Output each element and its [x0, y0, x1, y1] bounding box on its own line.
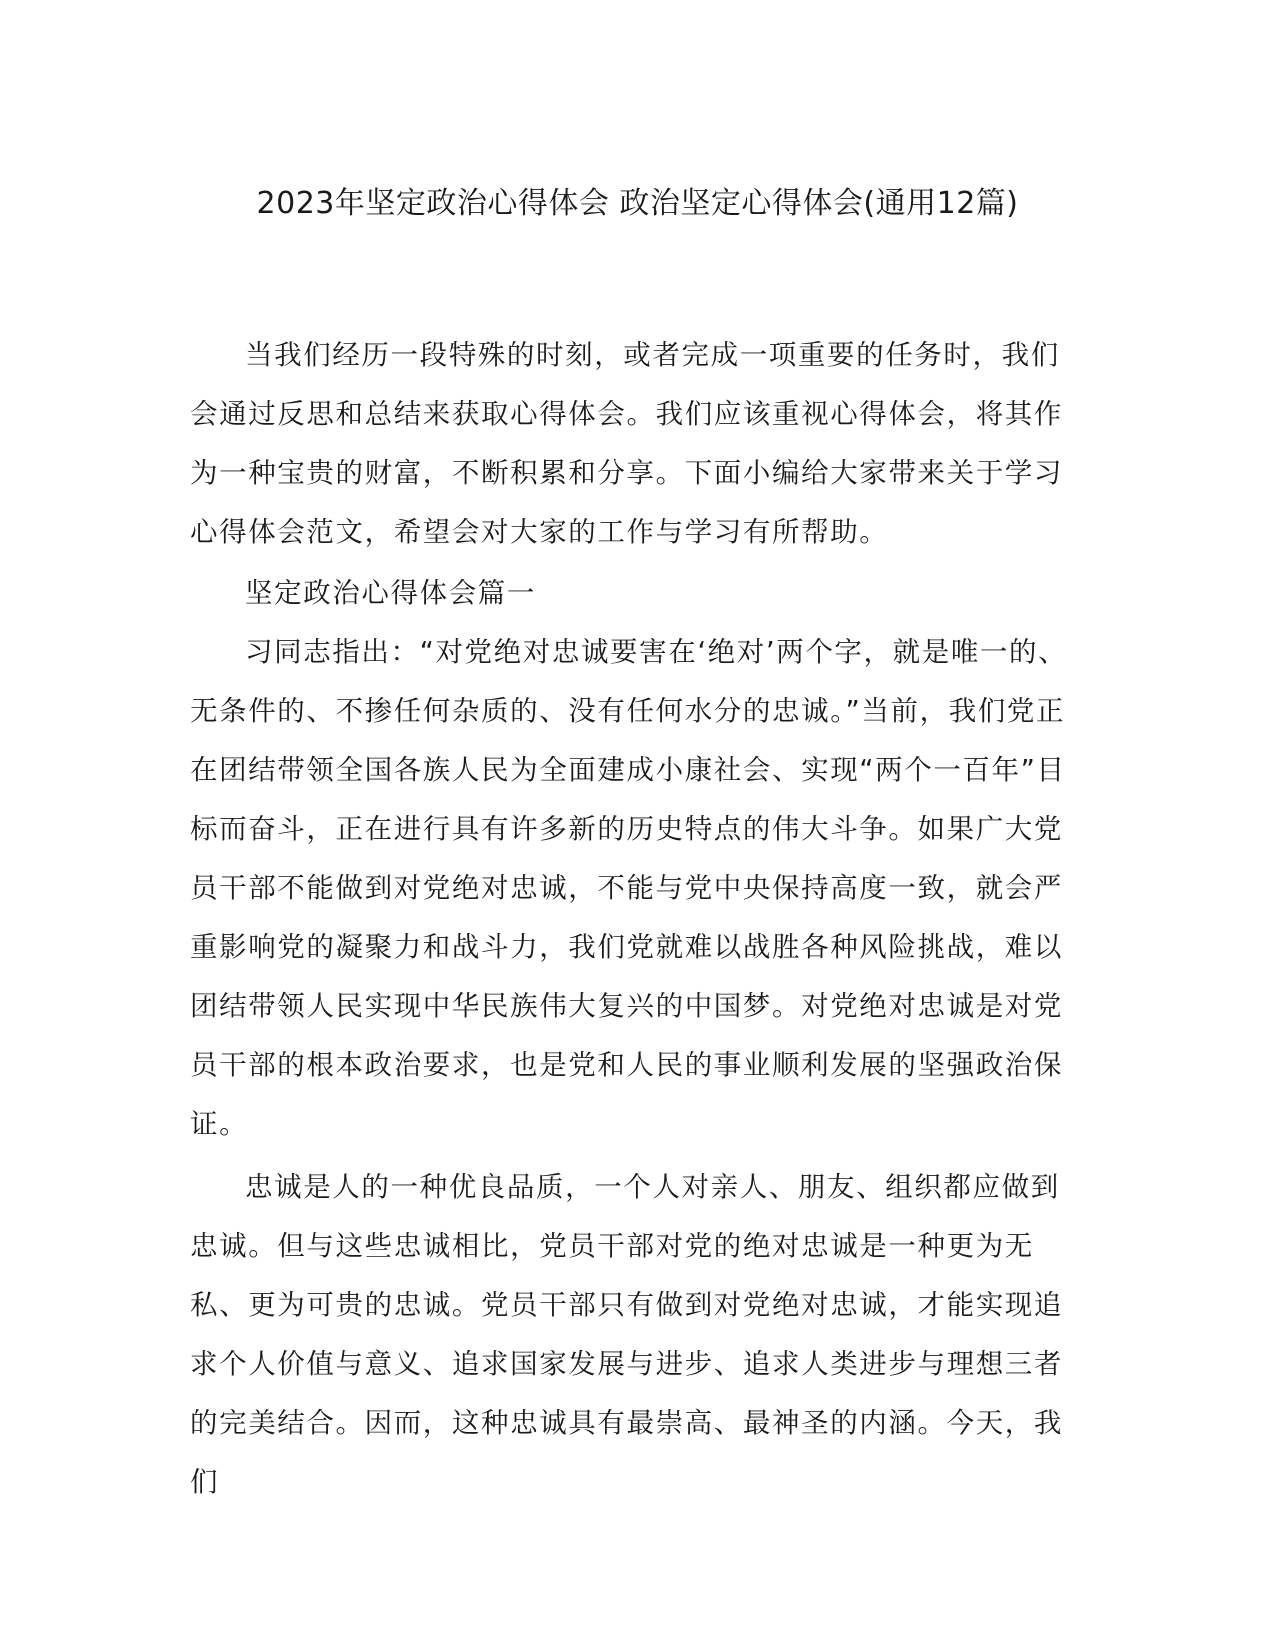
body-paragraph-2: 忠诚是人的一种优良品质，一个人对亲人、朋友、组织都应做到忠诚。但与这些忠诚相比，党员干部对党的绝对忠诚是一种更为无私、更为可贵的忠诚。党员干部只有做到对党绝对忠诚，才能实现追求个人价值与意义、追求国家发展与进步、追求人类进步与理想三者的完美结合。因而，这种忠诚具有最崇高、最神圣的内涵。今天，我们: [190, 1171, 1063, 1498]
intro-paragraph: 当我们经历一段特殊的时刻，或者完成一项重要的任务时，我们会通过反思和总结来获取心得体会。我们应该重视心得体会，将其作为一种宝贵的财富，不断积累和分享。下面小编给大家带来关于学习心得体会范文，希望会对大家的工作与学习有所帮助。: [190, 339, 1063, 548]
document-title: 2023年坚定政治心得体会 政治坚定心得体会(通用12篇): [256, 186, 1019, 221]
section-heading: 坚定政治心得体会篇一: [245, 577, 536, 609]
body-paragraph-1: 习同志指出：“对党绝对忠诚要害在‘绝对’两个字，就是唯一的、无条件的、不掺任何杂质的、没有任何水分的忠诚。”当前，我们党正在团结带领全国各族人民为全面建成小康社会、实现“两个一百年”目标而奋斗，正在进行具有许多新的历史特点的伟大斗争。如果广大党员干部不能做到对党绝对忠诚，不能与党中央保持高度一致，就会严重影响党的凝聚力和战斗力，我们党就难以战胜各种风险挑战，难以团结带领人民实现中华民族伟大复兴的中国梦。对党绝对忠诚是对党员干部的根本政治要求，也是党和人民的事业顺利发展的坚强政治保证。: [190, 636, 1068, 1140]
document-body: [190, 326, 1080, 1512]
